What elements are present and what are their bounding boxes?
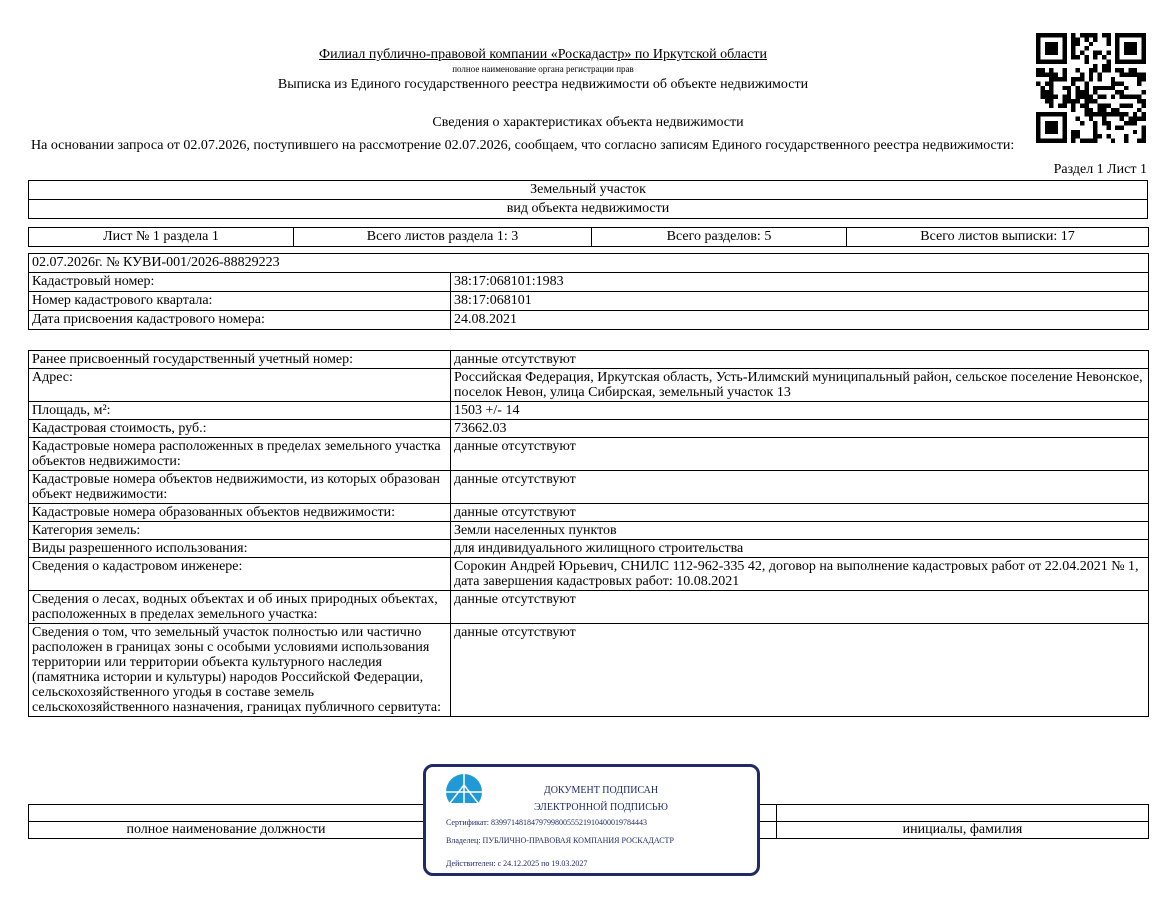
row-label: Сведения о кадастровом инженере: <box>29 558 451 591</box>
object-type-caption: вид объекта недвижимости <box>29 200 1148 219</box>
row-label: Номер кадастрового квартала: <box>29 292 451 311</box>
row-value: данные отсутствуют <box>451 504 1149 522</box>
table-row <box>29 558 1149 591</box>
stamp-title: ДОКУМЕНТ ПОДПИСАН <box>543 785 659 796</box>
row-value: данные отсутствуют <box>451 591 1149 624</box>
name-caption: инициалы, фамилия <box>777 822 1149 839</box>
electronic-signature-stamp <box>423 764 760 876</box>
stamp-certificate: Сертификат: 839971481847979980055521910400019784443 <box>446 818 647 827</box>
org-name-caption: полное наименование органа регистрации прав <box>452 64 634 74</box>
table-row <box>29 369 1149 402</box>
row-value: 1503 +/- 14 <box>451 402 1149 420</box>
sections-count: Всего разделов: 5 <box>592 228 847 247</box>
table-row <box>29 273 1149 292</box>
sheet-number: Лист № 1 раздела 1 <box>29 228 294 247</box>
name-field <box>777 805 1149 822</box>
details-table <box>28 350 1149 717</box>
row-value: для индивидуального жилищного строительства <box>451 540 1149 558</box>
row-value: 38:17:068101 <box>451 292 1149 311</box>
row-value: данные отсутствуют <box>451 438 1149 471</box>
row-value: данные отсутствуют <box>451 624 1149 717</box>
row-value: Земли населенных пунктов <box>451 522 1149 540</box>
table-row <box>29 438 1149 471</box>
section-sheets-count: Всего листов раздела 1: 3 <box>294 228 592 247</box>
table-row <box>29 540 1149 558</box>
row-value: Сорокин Андрей Юрьевич, СНИЛС 112-962-335 42, договор на выполнение кадастровых работ от 22.04.2021 № 1, дата завершения кадастровых работ: 10.08.2021 <box>451 558 1149 591</box>
row-label: Категория земель: <box>29 522 451 540</box>
extract-title: Выписка из Единого государственного реестра недвижимости об объекте недвижимости <box>277 77 809 92</box>
table-row <box>29 402 1149 420</box>
table-row <box>29 471 1149 504</box>
row-label: Кадастровые номера расположенных в пределах земельного участка объектов недвижимости: <box>29 438 451 471</box>
table-row <box>29 420 1149 438</box>
row-label: Кадастровая стоимость, руб.: <box>29 420 451 438</box>
table-row <box>29 311 1149 330</box>
table-row <box>29 624 1149 717</box>
row-value: 73662.03 <box>451 420 1149 438</box>
document-reference: 02.07.2026г. № КУВИ-001/2026-88829223 <box>29 254 1149 273</box>
row-label: Дата присвоения кадастрового номера: <box>29 311 451 330</box>
identifiers-table <box>28 253 1149 330</box>
stamp-subtitle: ЭЛЕКТРОННОЙ ПОДПИСЬЮ <box>534 802 668 813</box>
sheets-table <box>28 227 1149 247</box>
roskadastr-logo-icon <box>445 773 483 811</box>
row-value: данные отсутствуют <box>451 471 1149 504</box>
table-row <box>29 504 1149 522</box>
stamp-owner: Владелец: ПУБЛИЧНО-ПРАВОВАЯ КОМПАНИЯ РОСКАДАСТР <box>446 836 674 845</box>
table-row <box>29 292 1149 311</box>
row-value: 24.08.2021 <box>451 311 1149 330</box>
qr-code-icon <box>1036 33 1146 143</box>
row-value: 38:17:068101:1983 <box>451 273 1149 292</box>
row-label: Виды разрешенного использования: <box>29 540 451 558</box>
table-row <box>29 522 1149 540</box>
section-ref: Раздел 1 Лист 1 <box>1053 162 1147 177</box>
object-type-table <box>28 180 1148 219</box>
row-label: Площадь, м²: <box>29 402 451 420</box>
row-value: данные отсутствуют <box>451 351 1149 369</box>
row-label: Кадастровые номера образованных объектов недвижимости: <box>29 504 451 522</box>
position-field <box>29 805 424 822</box>
section-heading: Сведения о характеристиках объекта недвижимости <box>432 115 744 130</box>
row-label: Сведения о лесах, водных объектах и об иных природных объектах, расположенных в пределах земельного участка: <box>29 591 451 624</box>
stamp-validity: Действителен: с 24.12.2025 по 19.03.2027 <box>446 859 588 868</box>
org-name: Филиал публично-правовой компании «Роскадастр» по Иркутской области <box>319 47 767 62</box>
row-label: Кадастровый номер: <box>29 273 451 292</box>
object-type: Земельный участок <box>29 181 1148 200</box>
row-label: Сведения о том, что земельный участок полностью или частично расположен в границах зоны с особыми условиями использования территории или территории объекта культурного наследия (памятника истории и культуры) народов Российской Федерации, сельскохозяйственного угодья в составе земель сельскохозяйственного назначения, границах публичного сервитута: <box>29 624 451 717</box>
position-caption: полное наименование должности <box>29 822 424 839</box>
table-row <box>29 591 1149 624</box>
extract-sheets-count: Всего листов выписки: 17 <box>847 228 1149 247</box>
row-value: Российская Федерация, Иркутская область, Усть-Илимский муниципальный район, сельское поселение Невонское, поселок Невон, улица Сибирская, земельный участок 13 <box>451 369 1149 402</box>
row-label: Кадастровые номера объектов недвижимости, из которых образован объект недвижимости: <box>29 471 451 504</box>
row-label: Адрес: <box>29 369 451 402</box>
row-label: Ранее присвоенный государственный учетный номер: <box>29 351 451 369</box>
request-text: На основании запроса от 02.07.2026, поступившего на рассмотрение 02.07.2026, сообщаем, что согласно записям Единого государственного реестра недвижимости: <box>31 138 1015 153</box>
table-row <box>29 351 1149 369</box>
